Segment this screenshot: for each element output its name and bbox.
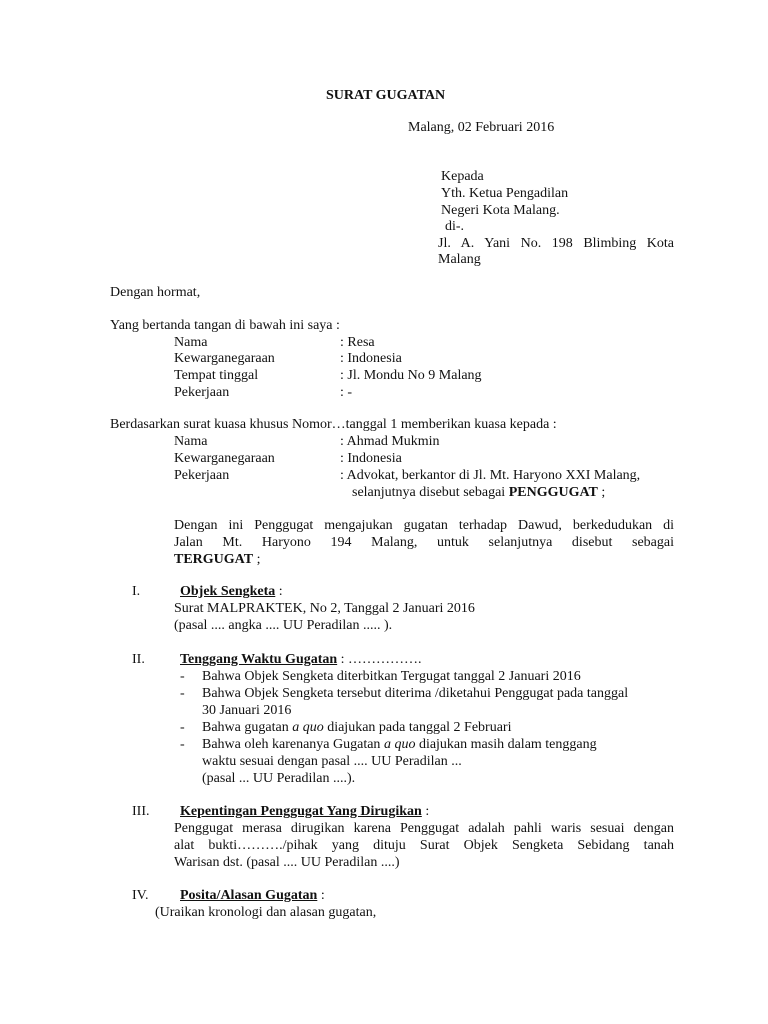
greeting: Dengan hormat, [110, 285, 201, 300]
section-text: Warisan dst. (pasal .... UU Peradilan ....) [174, 855, 400, 870]
section-colon: : [317, 888, 325, 903]
document-title: SURAT GUGATAN [326, 88, 446, 103]
section-heading [180, 888, 325, 904]
defendant-term: TERGUGAT [174, 552, 254, 567]
section-text: (Uraikan kronologi dan alasan gugatan, [155, 905, 377, 920]
bullet-dash: - [180, 720, 185, 735]
list-item-text [202, 720, 511, 736]
power-of-attorney-text: Berdasarkan surat kuasa khusus Nomor…tanggal 1 memberikan kuasa kepada : [110, 417, 557, 432]
identity-value: : Resa [340, 335, 375, 350]
section-title: Kepentingan Penggugat Yang Dirugikan [180, 804, 422, 819]
text-part: diajukan pada tanggal 2 Februari [323, 720, 512, 735]
recipient-line: Negeri Kota Malang. [441, 203, 560, 218]
section-title: Tenggang Waktu Gugatan [180, 652, 338, 667]
section-title: Posita/Alasan Gugatan [180, 888, 318, 903]
section-number: I. [132, 584, 141, 599]
section-number: II. [132, 652, 145, 667]
claim-line-end [174, 552, 260, 568]
recipient-address: Jl. A. Yani No. 198 Blimbing Kota [438, 236, 674, 251]
list-item-text: 30 Januari 2016 [202, 703, 292, 718]
identity-continuation [352, 485, 605, 501]
identity-label: Kewarganegaraan [174, 351, 275, 366]
section-text: (pasal .... angka .... UU Peradilan ..... ). [174, 618, 393, 633]
section-text: Surat MALPRAKTEK, No 2, Tanggal 2 Januari 2016 [174, 601, 475, 616]
bullet-dash: - [180, 669, 185, 684]
section-text: Penggugat merasa dirugikan karena Penggugat adalah pahli waris sesuai dengan [174, 821, 674, 836]
section-colon: : [275, 584, 283, 599]
text-part: diajukan masih dalam tenggang [415, 737, 597, 752]
identity-cont-end: ; [597, 485, 606, 500]
text-part: Bahwa gugatan [202, 720, 293, 735]
section-number: IV. [132, 888, 149, 903]
bullet-dash: - [180, 737, 185, 752]
section-heading [180, 584, 283, 600]
identity-label: Nama [174, 335, 208, 350]
section-text: alat bukti………./pihak yang dituju Surat Objek Sengketa Sebidang tanah [174, 838, 674, 853]
recipient-line: Yth. Ketua Pengadilan [441, 186, 569, 201]
identity-label: Tempat tinggal [174, 368, 259, 383]
recipient-line: Kepada [441, 169, 484, 184]
claim-end: ; [253, 552, 261, 567]
italic-term: a quo [383, 737, 416, 752]
claim-line: Dengan ini Penggugat mengajukan gugatan terhadap Dawud, berkedudukan di [174, 518, 674, 533]
section-number: III. [132, 804, 150, 819]
claim-line: Jalan Mt. Haryono 194 Malang, untuk selanjutnya disebut sebagai [174, 535, 674, 550]
section-colon: : [421, 804, 430, 819]
italic-term: a quo [292, 720, 324, 735]
identity-value: : Indonesia [340, 351, 402, 366]
identity-value: : Jl. Mondu No 9 Malang [340, 368, 482, 383]
list-item-text: (pasal ... UU Peradilan ....). [202, 771, 356, 786]
intro-text: Yang bertanda tangan di bawah ini saya : [110, 318, 340, 333]
identity-value: : - [340, 385, 353, 400]
plaintiff-term: PENGGUGAT [508, 485, 598, 500]
place-date: Malang, 02 Februari 2016 [408, 120, 555, 135]
recipient-address-cont: Malang [438, 252, 481, 267]
text-part: Bahwa oleh karenanya Gugatan [202, 737, 384, 752]
identity-value: : Ahmad Mukmin [340, 434, 440, 449]
identity-label: Nama [174, 434, 208, 449]
identity-cont-text: selanjutnya disebut sebagai [352, 485, 509, 500]
identity-label: Pekerjaan [174, 385, 230, 400]
section-title: Objek Sengketa [180, 584, 276, 599]
recipient-line: di-. [445, 219, 465, 234]
identity-label: Pekerjaan [174, 468, 230, 483]
section-heading [180, 652, 422, 668]
identity-value: : Indonesia [340, 451, 402, 466]
identity-value: : Advokat, berkantor di Jl. Mt. Haryono XXI Malang, [340, 468, 641, 483]
identity-label: Kewarganegaraan [174, 451, 275, 466]
bullet-dash: - [180, 686, 185, 701]
list-item-text [202, 737, 597, 753]
list-item-text: Bahwa Objek Sengketa diterbitkan Tergugat tanggal 2 Januari 2016 [202, 669, 581, 684]
list-item-text: Bahwa Objek Sengketa tersebut diterima /diketahui Penggugat pada tanggal [202, 686, 629, 701]
section-heading [180, 804, 429, 820]
list-item-text: waktu sesuai dengan pasal .... UU Peradilan ... [202, 754, 462, 769]
section-colon: : ……………. [337, 652, 422, 667]
